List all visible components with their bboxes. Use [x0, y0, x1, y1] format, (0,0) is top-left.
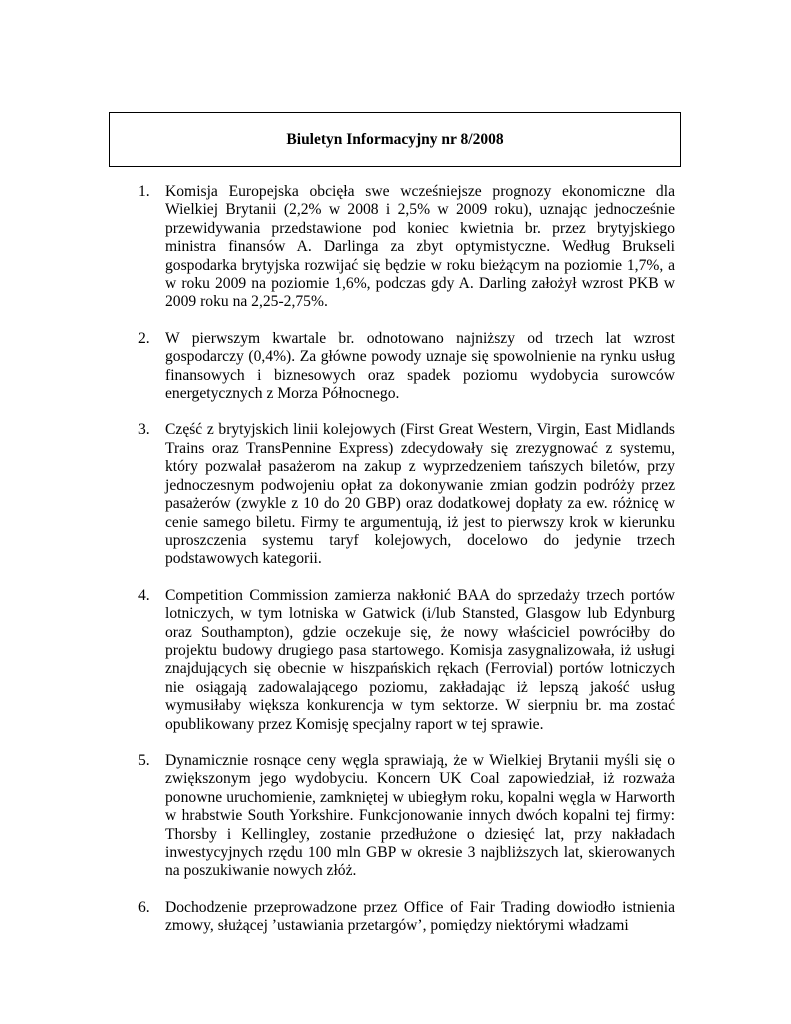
item-number: 4.	[138, 586, 150, 604]
list-item	[138, 752, 675, 881]
item-number: 3.	[138, 421, 150, 439]
item-number: 2.	[138, 329, 150, 347]
list-item	[138, 183, 675, 312]
title-box	[109, 112, 681, 167]
item-text: Część z brytyjskich linii kolejowych (First Great Western, Virgin, East Midlands Trains oraz TransPennine Express) zdecydowały się zrezygnować z systemu, który pozwalał pasażerom na zakup z wyprzedzeniem tańszych biletów, przy jednoczesnym podwojeniu opłat za dokonywanie zmian godzin podróży przez pasażerów (zwykle z 10 do 20 GBP) oraz dodatkowej dopłaty za ew. różnicę w cenie samego biletu. Firmy te argumentują, iż jest to pierwszy krok w kierunku uproszczenia systemu taryf kolejowych, docelowo do jedynie trzech podstawowych kategorii.	[165, 421, 675, 568]
list-item	[138, 899, 675, 936]
item-text: Dochodzenie przeprowadzone przez Office of Fair Trading dowiodło istnienia zmowy, służącej ’ustawiania przetargów’, pomiędzy niektórymi władzami	[165, 898, 675, 935]
list-item	[138, 587, 675, 734]
item-text: Dynamicznie rosnące ceny węgla sprawiają, że w Wielkiej Brytanii myśli się o zwiększonym jego wydobyciu. Koncern UK Coal zapowiedział, iż rozważa ponowne uruchomienie, zamkniętej w ubiegłym roku, kopalni węgla w Harworth w hrabstwie South Yorkshire. Funkcjonowanie innych dwóch kopalni tej firmy: Thorsby i Kellingley, zostanie przedłużone o dziesięć lat, przy nakładach inwestycyjnych rzędu 100 mln GBP w okresie 3 najbliższych lat, skierowanych na poszukiwanie nowych złóż.	[165, 751, 675, 880]
item-text: Competition Commission zamierza nakłonić BAA do sprzedaży trzech portów lotniczych, w tym lotniska w Gatwick (i/lub Stansted, Glasgow lub Edynburg oraz Southampton), gdzie oczekuje się, że nowy właściciel powróciłby do projektu budowy drugiego pasa startowego. Komisja zasygnalizowała, iż usługi znajdujących się obecnie w hiszpańskich rękach (Ferrovial) portów lotniczych nie osiągają zadowalającego poziomu, zakładając iż lepszą jakość usług wymusiłaby większa konkurencja w tym sektorze. W sierpniu br. ma zostać opublikowany przez Komisję specjalny raport w tej sprawie.	[165, 586, 675, 733]
list-item	[138, 421, 675, 568]
list-item	[138, 330, 675, 404]
document-title: Biuletyn Informacyjny nr 8/2008	[286, 130, 504, 148]
item-number: 6.	[138, 898, 150, 916]
item-number: 1.	[138, 183, 150, 200]
item-text: Komisja Europejska obcięła swe wcześniejsze prognozy ekonomiczne dla Wielkiej Brytanii (2,2% w 2008 i 2,5% w 2009 roku), uznając jednocześnie przewidywania przedstawione pod koniec kwietnia br. przez brytyjskiego ministra finansów A. Darlinga za zbyt optymistyczne. Według Brukseli gospodarka brytyjska rozwijać się będzie w roku bieżącym na poziomie 1,7%, a w roku 2009 na poziomie 1,6%, podczas gdy A. Darling założył wzrost PKB w 2009 roku na 2,25-2,75%.	[165, 183, 675, 311]
item-number: 5.	[138, 751, 150, 769]
item-text: W pierwszym kwartale br. odnotowano najniższy od trzech lat wzrost gospodarczy (0,4%). Za główne powody uznaje się spowolnienie na rynku usług finansowych i biznesowych oraz spadek poziomu wydobycia surowców energetycznych z Morza Północnego.	[165, 329, 675, 403]
news-list	[138, 183, 675, 954]
